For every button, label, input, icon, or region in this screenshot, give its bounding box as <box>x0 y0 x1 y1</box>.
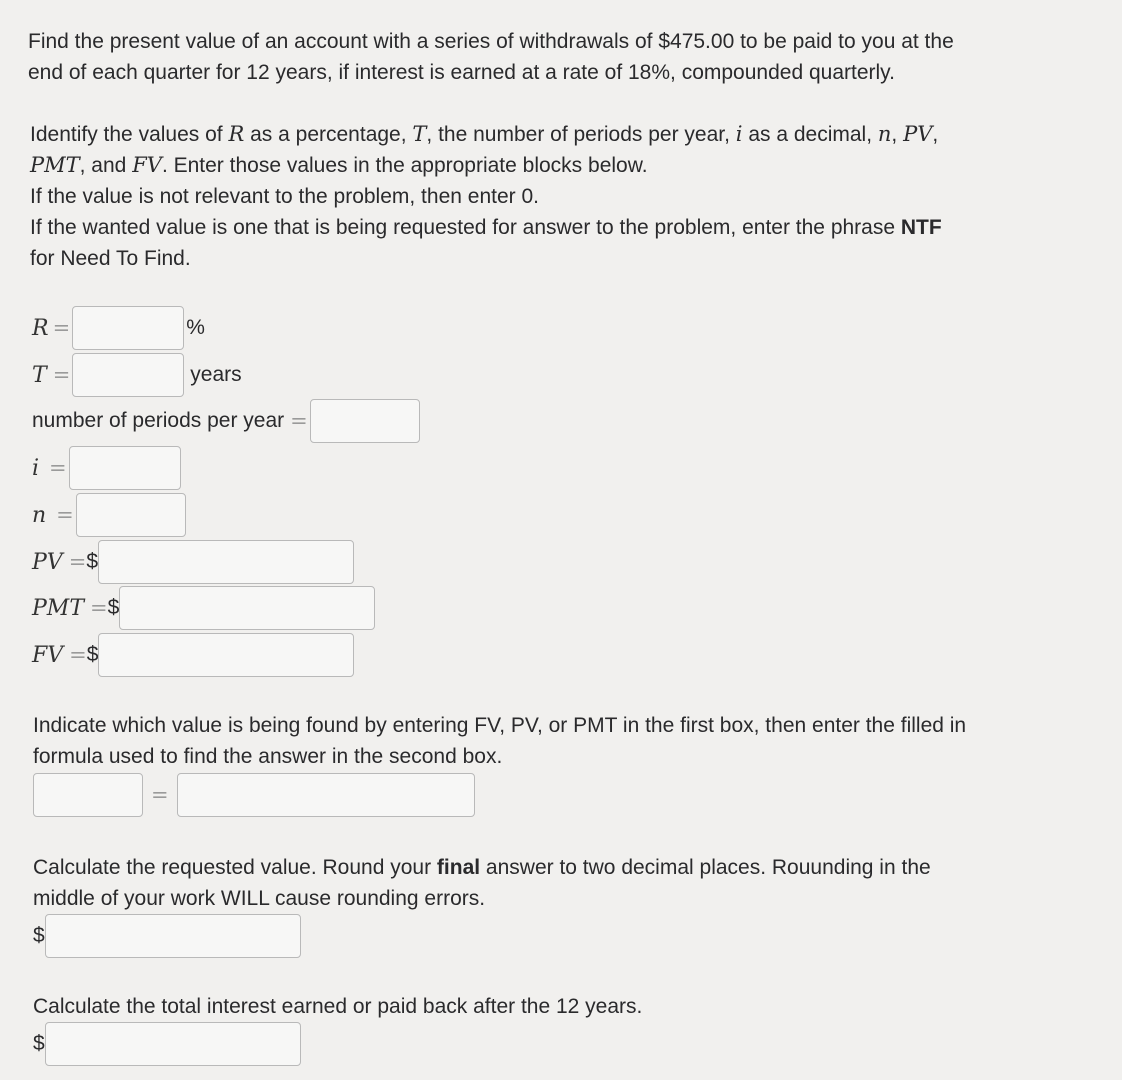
FV-label: FV <box>32 642 64 668</box>
instr-ntf: NTF <box>900 216 942 239</box>
calc-bold: final <box>436 856 481 879</box>
PV-row <box>32 540 354 584</box>
calculate-instructions <box>33 852 931 914</box>
n-input[interactable] <box>76 493 186 537</box>
which-value-input[interactable] <box>33 773 143 817</box>
instr-text: as a decimal, <box>742 123 878 146</box>
interest-text: Calculate the total interest earned or paid back after the 12 years. <box>33 995 643 1018</box>
equals-sign: = <box>68 550 87 574</box>
i-row <box>32 446 181 490</box>
equals-sign: = <box>52 316 71 340</box>
formula-row <box>33 773 475 817</box>
T-row <box>32 353 242 397</box>
formula-input[interactable] <box>177 773 475 817</box>
FV-row <box>32 633 354 677</box>
periods-input[interactable] <box>310 399 420 443</box>
instructions <box>30 119 942 274</box>
PV-input[interactable] <box>98 540 354 584</box>
PMT-input[interactable] <box>119 586 375 630</box>
problem-statement <box>28 26 954 88</box>
calc-line-2: middle of your work WILL cause rounding errors. <box>33 887 486 910</box>
n-row <box>32 493 186 537</box>
R-label: R <box>32 315 49 341</box>
equals-sign: = <box>56 503 74 527</box>
R-row <box>32 306 205 350</box>
dollar-sign: $ <box>86 643 99 666</box>
problem-line-1: Find the present value of an account with a series of withdrawals of $475.00 to be paid to you at the <box>28 30 954 53</box>
periods-row <box>32 399 420 443</box>
dollar-sign: $ <box>33 924 45 947</box>
instr-text: , the number of periods per year, <box>426 123 736 146</box>
dollar-sign: $ <box>86 550 98 573</box>
PMT-label: PMT <box>32 595 85 621</box>
instr-text: , <box>932 123 939 146</box>
PV-label: PV <box>32 549 63 575</box>
instr-var-n: n <box>877 122 892 146</box>
FV-input[interactable] <box>98 633 354 677</box>
instr-wanted: If the wanted value is one that is being requested for answer to the problem, enter the phrase <box>30 216 901 239</box>
periods-label: number of periods per year <box>32 409 285 432</box>
equals-sign: = <box>290 409 308 433</box>
instr-text: as a percentage, <box>244 123 413 146</box>
i-label: i <box>32 455 40 481</box>
n-label: n <box>32 502 47 528</box>
instr-not-relevant: If the value is not relevant to the problem, then enter 0. <box>30 185 539 208</box>
calculate-answer-input[interactable] <box>45 914 301 958</box>
calc-text: answer to two decimal places. Rouunding in the <box>480 856 931 879</box>
instr-var-R: R <box>228 122 245 146</box>
T-input[interactable] <box>72 353 184 397</box>
dollar-sign: $ <box>107 596 120 619</box>
instr-var-PV: PV <box>903 122 933 146</box>
equals-sign: = <box>90 596 108 620</box>
years-unit: years <box>190 363 242 386</box>
instr-text: Identify the values of <box>30 123 229 146</box>
equals-sign: = <box>69 643 87 667</box>
interest-answer-row <box>33 1022 301 1066</box>
interest-answer-input[interactable] <box>45 1022 301 1066</box>
instr-var-i: i <box>735 122 743 146</box>
equals-sign: = <box>52 363 71 387</box>
equals-sign: = <box>151 783 169 807</box>
T-label: T <box>32 362 47 388</box>
calculate-answer-row <box>33 914 301 958</box>
interest-instructions <box>33 991 642 1022</box>
percent-unit: % <box>186 316 205 339</box>
instr-var-T: T <box>412 122 427 146</box>
formula-line-2: formula used to find the answer in the second box. <box>33 745 503 768</box>
PMT-row <box>32 586 375 630</box>
equals-sign: = <box>49 456 67 480</box>
problem-line-2: end of each quarter for 12 years, if interest is earned at a rate of 18%, compounded quarterly. <box>28 61 895 84</box>
formula-instructions <box>33 710 966 772</box>
formula-line-1: Indicate which value is being found by entering FV, PV, or PMT in the first box, then enter the filled in <box>33 714 967 737</box>
instr-var-FV: FV <box>132 153 162 177</box>
instr-wanted-2: for Need To Find. <box>30 247 191 270</box>
calc-text: Calculate the requested value. Round your <box>33 856 437 879</box>
i-input[interactable] <box>69 446 181 490</box>
instr-text: , <box>891 123 904 146</box>
instr-text: , and <box>79 154 133 177</box>
dollar-sign: $ <box>33 1032 45 1055</box>
R-input[interactable] <box>72 306 184 350</box>
instr-text: . Enter those values in the appropriate blocks below. <box>161 154 648 177</box>
instr-var-PMT: PMT <box>30 153 80 177</box>
